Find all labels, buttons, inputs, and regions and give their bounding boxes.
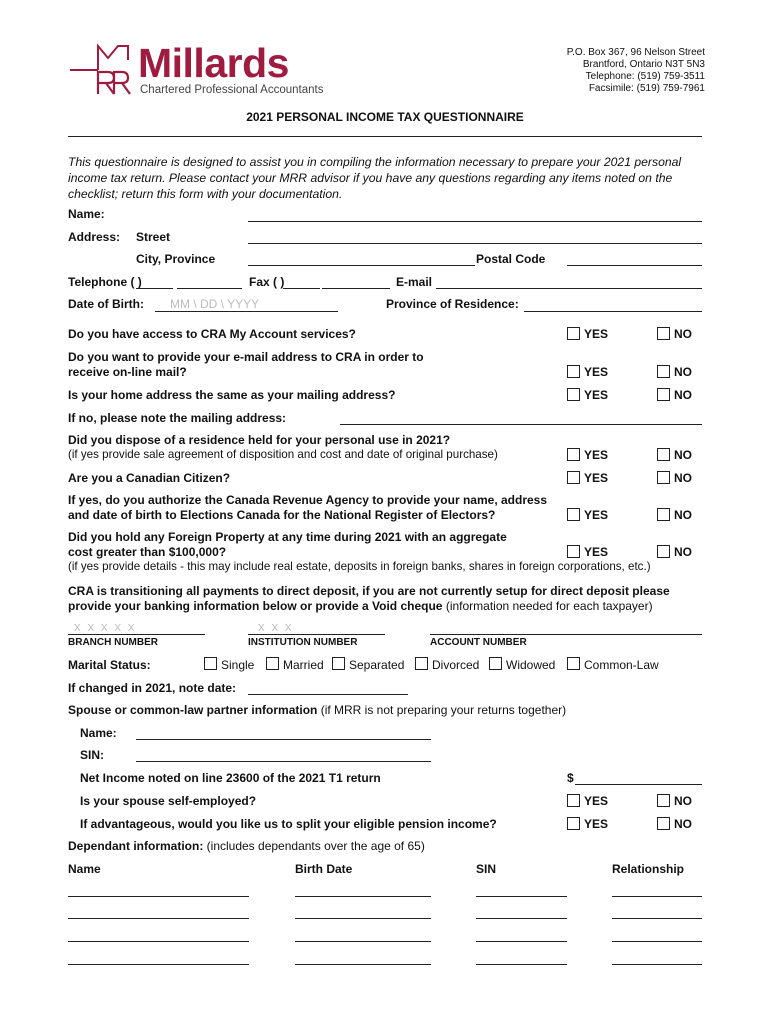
- firm-address-line-2: Brantford, Ontario N3T 5N3: [582, 59, 705, 70]
- dependant-sin-field[interactable]: [476, 896, 567, 897]
- marital-separated-checkbox[interactable]: [332, 657, 345, 670]
- spouse-sin-field[interactable]: [136, 761, 431, 762]
- question-cra-my-account: Do you have access to CRA My Account services?: [68, 327, 356, 341]
- dependant-name-field[interactable]: [68, 896, 249, 897]
- question-email-to-cra-line-1: Do you want to provide your e-mail address to CRA in order to: [68, 350, 424, 364]
- dependants-heading-note: (includes dependants over the age of 65): [203, 839, 425, 853]
- branch-number-field[interactable]: [68, 634, 205, 635]
- marital-widowed-label: Widowed: [506, 658, 556, 672]
- institution-number-label: INSTITUTION NUMBER: [248, 637, 358, 648]
- email-to-cra-no-checkbox[interactable]: [657, 365, 670, 378]
- dependant-name-header: Name: [68, 862, 101, 876]
- dependant-birth-date-field[interactable]: [295, 964, 431, 965]
- marital-change-date-label: If changed in 2021, note date:: [68, 681, 237, 695]
- dependant-birth-date-field[interactable]: [295, 941, 431, 942]
- marital-divorced-label: Divorced: [432, 658, 480, 672]
- dependants-heading: [68, 839, 425, 853]
- telephone-field[interactable]: [177, 288, 242, 289]
- spouse-heading: [68, 703, 566, 717]
- question-residence-disposal: Did you dispose of a residence held for your personal use in 2021?: [68, 433, 451, 447]
- dependant-relationship-field[interactable]: [612, 964, 702, 965]
- firm-logo: [68, 42, 328, 102]
- fax-field[interactable]: [322, 288, 390, 289]
- page-title: 2021 PERSONAL INCOME TAX QUESTIONNAIRE: [246, 110, 524, 124]
- account-number-field[interactable]: [430, 634, 702, 635]
- street-field[interactable]: [248, 243, 702, 244]
- yes-label: YES: [584, 794, 609, 808]
- marital-divorced-checkbox[interactable]: [415, 657, 428, 670]
- dependant-name-field[interactable]: [68, 918, 249, 919]
- yes-label: YES: [584, 545, 609, 559]
- foreign-property-no-checkbox[interactable]: [657, 545, 670, 558]
- question-pension-split: If advantageous, would you like us to split your eligible pension income?: [80, 817, 497, 831]
- foreign-property-yes-checkbox[interactable]: [567, 545, 580, 558]
- date-of-birth-hint: MM \ DD \ YYYY: [170, 297, 260, 311]
- spouse-self-employed-no-checkbox[interactable]: [657, 794, 670, 807]
- firm-name: Millards: [138, 40, 289, 86]
- question-elections-canada-line-2: and date of birth to Elections Canada for the National Register of Electors?: [68, 508, 496, 522]
- no-label: NO: [674, 471, 692, 485]
- dependant-sin-field[interactable]: [476, 941, 567, 942]
- spouse-net-income-dollar: $: [567, 771, 574, 785]
- spouse-sin-label: SIN:: [80, 748, 104, 762]
- province-of-residence-label: Province of Residence:: [386, 297, 519, 311]
- email-field[interactable]: [436, 288, 702, 289]
- city-province-field[interactable]: [248, 265, 475, 266]
- question-foreign-property-line-1: Did you hold any Foreign Property at any time during 2021 with an aggregate: [68, 530, 507, 544]
- marital-married-label: Married: [283, 658, 324, 672]
- marital-common-law-label: Common-Law: [584, 658, 659, 672]
- telephone-label: Telephone ( ): [68, 275, 142, 289]
- spouse-net-income-label: Net Income noted on line 23600 of the 2021 T1 return: [80, 771, 381, 785]
- elections-canada-yes-checkbox[interactable]: [567, 508, 580, 521]
- dependant-birth-date-field[interactable]: [295, 918, 431, 919]
- question-spouse-self-employed: Is your spouse self-employed?: [80, 794, 257, 808]
- marital-common-law-checkbox[interactable]: [567, 657, 580, 670]
- account-number-label: ACCOUNT NUMBER: [430, 637, 527, 648]
- branch-number-label: BRANCH NUMBER: [68, 637, 158, 648]
- dependant-name-field[interactable]: [68, 941, 249, 942]
- telephone-area-code-field[interactable]: [136, 288, 173, 289]
- fax-label: Fax ( ): [249, 275, 285, 289]
- foreign-property-note: (if yes provide details - this may include real estate, deposits in foreign banks, shares in foreign corporations, etc.): [68, 560, 651, 573]
- dependant-sin-field[interactable]: [476, 964, 567, 965]
- marital-single-checkbox[interactable]: [204, 657, 217, 670]
- residence-disposal-no-checkbox[interactable]: [657, 448, 670, 461]
- spouse-name-label: Name:: [80, 726, 117, 740]
- mrr-monogram-icon: [68, 42, 132, 100]
- canadian-citizen-no-checkbox[interactable]: [657, 471, 670, 484]
- canadian-citizen-yes-checkbox[interactable]: [567, 471, 580, 484]
- marital-widowed-checkbox[interactable]: [489, 657, 502, 670]
- mailing-address-note-label: If no, please note the mailing address:: [68, 411, 287, 425]
- direct-deposit-note: (information needed for each taxpayer): [442, 599, 653, 613]
- institution-number-hint: X X X: [258, 623, 294, 634]
- question-same-mailing-address: Is your home address the same as your mailing address?: [68, 388, 396, 402]
- yes-label: YES: [584, 388, 609, 402]
- intro-text: This questionnaire is designed to assist you in compiling the information necessary to prepare your 2021 personal income tax return. Please contact your MRR advisor if you have any questions regarding any items noted on the checklist; return this form with your documentation.: [68, 155, 682, 201]
- pension-split-no-checkbox[interactable]: [657, 817, 670, 830]
- fax-area-code-field[interactable]: [283, 288, 320, 289]
- yes-label: YES: [584, 471, 609, 485]
- dependant-relationship-header: Relationship: [612, 862, 685, 876]
- firm-facsimile: Facsimile: (519) 759-7961: [588, 83, 705, 94]
- postal-code-label: Postal Code: [476, 252, 546, 266]
- marital-married-checkbox[interactable]: [266, 657, 279, 670]
- dependant-birth-date-header: Birth Date: [295, 862, 353, 876]
- marital-single-label: Single: [221, 658, 255, 672]
- no-label: NO: [674, 327, 692, 341]
- direct-deposit-notice-line-2: [68, 599, 653, 613]
- marital-change-date-field[interactable]: [248, 694, 408, 695]
- question-elections-canada-line-1: If yes, do you authorize the Canada Revenue Agency to provide your name, address: [68, 493, 548, 507]
- spouse-net-income-field[interactable]: [575, 784, 702, 785]
- address-label: Address:: [68, 230, 121, 244]
- dependants-heading-title: Dependant information:: [68, 839, 204, 853]
- elections-canada-no-checkbox[interactable]: [657, 508, 670, 521]
- residence-disposal-yes-checkbox[interactable]: [567, 448, 580, 461]
- question-email-to-cra-line-2: receive on-line mail?: [68, 365, 187, 379]
- dependant-relationship-field[interactable]: [612, 896, 702, 897]
- street-label: Street: [136, 230, 171, 244]
- yes-label: YES: [584, 365, 609, 379]
- branch-number-hint: X X X X X: [74, 623, 137, 634]
- province-of-residence-field[interactable]: [524, 311, 702, 312]
- dependant-name-field[interactable]: [68, 964, 249, 965]
- same-mailing-address-yes-checkbox[interactable]: [567, 388, 580, 401]
- dependant-relationship-field[interactable]: [612, 918, 702, 919]
- yes-label: YES: [584, 327, 609, 341]
- no-label: NO: [674, 388, 692, 402]
- firm-subtitle: Chartered Professional Accountants: [140, 84, 324, 96]
- pension-split-yes-checkbox[interactable]: [567, 817, 580, 830]
- cra-my-account-yes-checkbox[interactable]: [567, 327, 580, 340]
- no-label: NO: [674, 365, 692, 379]
- same-mailing-address-no-checkbox[interactable]: [657, 388, 670, 401]
- date-of-birth-field[interactable]: [155, 311, 338, 312]
- spouse-heading-note: (if MRR is not preparing your returns together): [317, 703, 567, 717]
- marital-status-label: Marital Status:: [68, 658, 151, 672]
- email-to-cra-yes-checkbox[interactable]: [567, 365, 580, 378]
- marital-separated-label: Separated: [349, 658, 405, 672]
- title-divider: [68, 136, 702, 137]
- yes-label: YES: [584, 817, 609, 831]
- no-label: NO: [674, 545, 692, 559]
- no-label: NO: [674, 448, 692, 462]
- cra-my-account-no-checkbox[interactable]: [657, 327, 670, 340]
- firm-telephone: Telephone: (519) 759-3511: [585, 71, 705, 82]
- dependant-sin-field[interactable]: [476, 918, 567, 919]
- dependant-relationship-field[interactable]: [612, 941, 702, 942]
- yes-label: YES: [584, 508, 609, 522]
- dependant-sin-header: SIN: [476, 862, 497, 876]
- city-province-label: City, Province: [136, 252, 216, 266]
- direct-deposit-instruction: provide your banking information below or provide a Void cheque: [68, 599, 443, 613]
- residence-disposal-note: (if yes provide sale agreement of disposition and cost and date of original purchase): [68, 448, 498, 461]
- spouse-self-employed-yes-checkbox[interactable]: [567, 794, 580, 807]
- yes-label: YES: [584, 448, 609, 462]
- spouse-name-field[interactable]: [136, 739, 431, 740]
- question-foreign-property-line-2: cost greater than $100,000?: [68, 545, 227, 559]
- postal-code-field[interactable]: [567, 265, 702, 266]
- question-canadian-citizen: Are you a Canadian Citizen?: [68, 471, 231, 485]
- name-label: Name:: [68, 207, 105, 221]
- spouse-heading-title: Spouse or common-law partner information: [68, 703, 318, 717]
- mailing-address-field[interactable]: [340, 424, 702, 425]
- direct-deposit-notice-line-1: CRA is transitioning all payments to direct deposit, if you are not currently setup for direct deposit please: [68, 584, 670, 598]
- dependant-birth-date-field[interactable]: [295, 896, 431, 897]
- email-label: E-mail: [396, 275, 433, 289]
- firm-address-line-1: P.O. Box 367, 96 Nelson Street: [566, 47, 705, 58]
- institution-number-field[interactable]: [248, 634, 385, 635]
- name-field[interactable]: [248, 221, 702, 222]
- no-label: NO: [674, 817, 692, 831]
- date-of-birth-label: Date of Birth:: [68, 297, 144, 311]
- no-label: NO: [674, 508, 692, 522]
- no-label: NO: [674, 794, 692, 808]
